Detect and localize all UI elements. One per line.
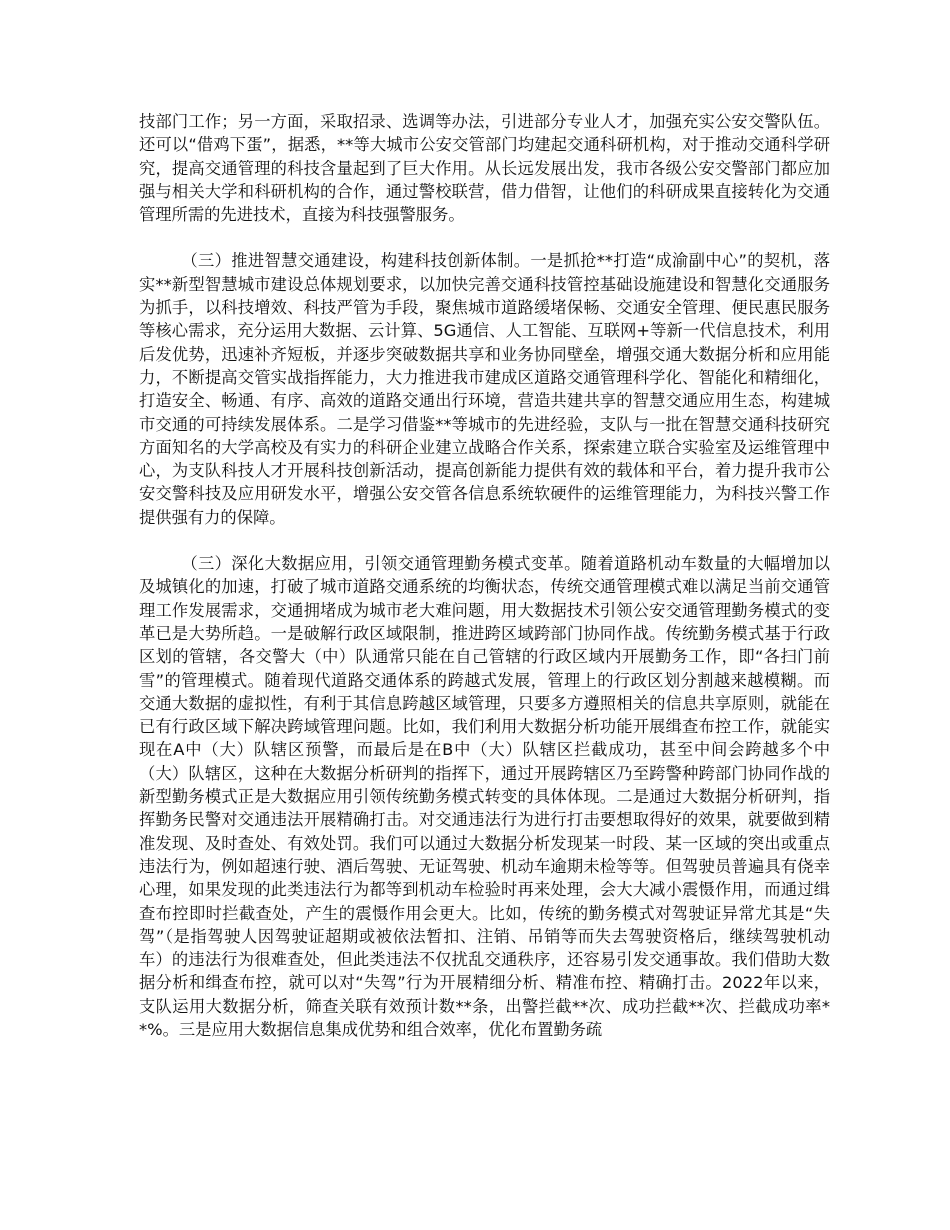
paragraph-big-data: （三）深化大数据应用，引领交通管理勤务模式变革。随着道路机动车数量的大幅增加以及城镇化的加速，打破了城市道路交通系统的均衡状态，传统交通管理模式难以满足当前交通管理工作发展需求，交通拥堵成为城市老大难问题，用大数据技术引领公安交通管理勤务模式的变革已是大势所趋。一是破解行政区域限制，推进跨区域跨部门协同作战。传统勤务模式基于行政区划的管辖，各交警大（中）队通常只能在自己管辖的行政区域内开展勤务工作，即“各扫门前雪”的管理模式。随着现代道路交通体系的跨越式发展，管理上的行政区划分割越来越模糊。而交通大数据的虚拟性，有利于其信息跨越区域管理，只要多方遵照相关的信息共享原则，就能在已有行政区域下解决跨域管理问题。比如，我们利用大数据分析功能开展缉查布控工作，就能实现在A中（大）队辖区预警，而最后是在B中（大）队辖区拦截成功，甚至中间会跨越多个中（大）队辖区，这种在大数据分析研判的指挥下，通过开展跨辖区乃至跨警种跨部门协同作战的新型勤务模式正是大数据应用引领传统勤务模式转变的具体体现。二是通过大数据分析研判，指挥勤务民警对交通违法开展精确打击。对交通违法行为进行打击要想取得好的效果，就要做到精准发现、及时查处、有效处罚。我们可以通过大数据分析发现某一时段、某一区域的突出或重点违法行为，例如超速行驶、酒后驾驶、无证驾驶、机动车逾期未检等等。但驾驶员普遍具有侥幸心理，如果发现的此类违法行为都等到机动车检验时再来处理，会大大减小震慑作用，而通过缉查布控即时拦截查处，产生的震慑作用会更大。比如，传统的勤务模式对驾驶证异常尤其是“失驾”（是指驾驶人因驾驶证超期或被依法暂扣、注销、吊销等而失去驾驶资格后，继续驾驶机动车）的违法行为很难查处，但此类违法不仅扰乱交通秩序，还容易引发交通事故。我们借助大数据分析和缉查布控，就可以对“失驾”行为开展精细分析、精准布控、精确打击。2022年以来，支队运用大数据分析，筛查关联有效预计数**条，出警拦截**次、成功拦截**次、拦截成功率**%。三是应用大数据信息集成优势和组合效率，优化布置勤务疏 — [139, 554, 830, 1039]
paragraph-continued: 技部门工作；另一方面，采取招录、选调等办法，引进部分专业人才，加强充实公安交警队伍。还可以“借鸡下蛋”，据悉，**等大城市公安交管部门均建起交通科研机构，对于推动交通科学研究，提高交通管理的科技含量起到了巨大作用。从长远发展出发，我市各级公安交警部门都应加强与相关大学和科研机构的合作，通过警校联营，借力借智，让他们的科研成果直接转化为交通管理所需的先进技术，直接为科技强警服务。 — [139, 112, 830, 225]
paragraph-smart-traffic: （三）推进智慧交通建设，构建科技创新体制。一是抓抢**打造“成渝副中心”的契机，落实**新型智慧城市建设总体规划要求，以加快完善交通科技管控基础设施建设和智慧化交通服务为抓手，以科技增效、科技严管为手段，聚焦城市道路缓堵保畅、交通安全管理、便民惠民服务等核心需求，充分运用大数据、云计算、5G通信、人工智能、互联网+等新一代信息技术，利用后发优势，迅速补齐短板，并逐步突破数据共享和业务协同壁垒，增强交通大数据分析和应用能力，不断提高交管实战指挥能力，大力推进我市建成区道路交通管理科学化、智能化和精细化，打造安全、畅通、有序、高效的道路交通出行环境，营造共建共享的智慧交通应用生态，构建城市交通的可持续发展体系。二是学习借鉴**等城市的先进经验，支队与一批在智慧交通科技研究方面知名的大学高校及有实力的科研企业建立战略合作关系，探索建立联合实验室及运维管理中心，为支队科技人才开展科技创新活动，提高创新能力提供有效的载体和平台，着力提升我市公安交警科技及应用研发水平，增强公安交管各信息系统软硬件的运维管理能力，为科技兴警工作提供强有力的保障。 — [139, 251, 830, 527]
